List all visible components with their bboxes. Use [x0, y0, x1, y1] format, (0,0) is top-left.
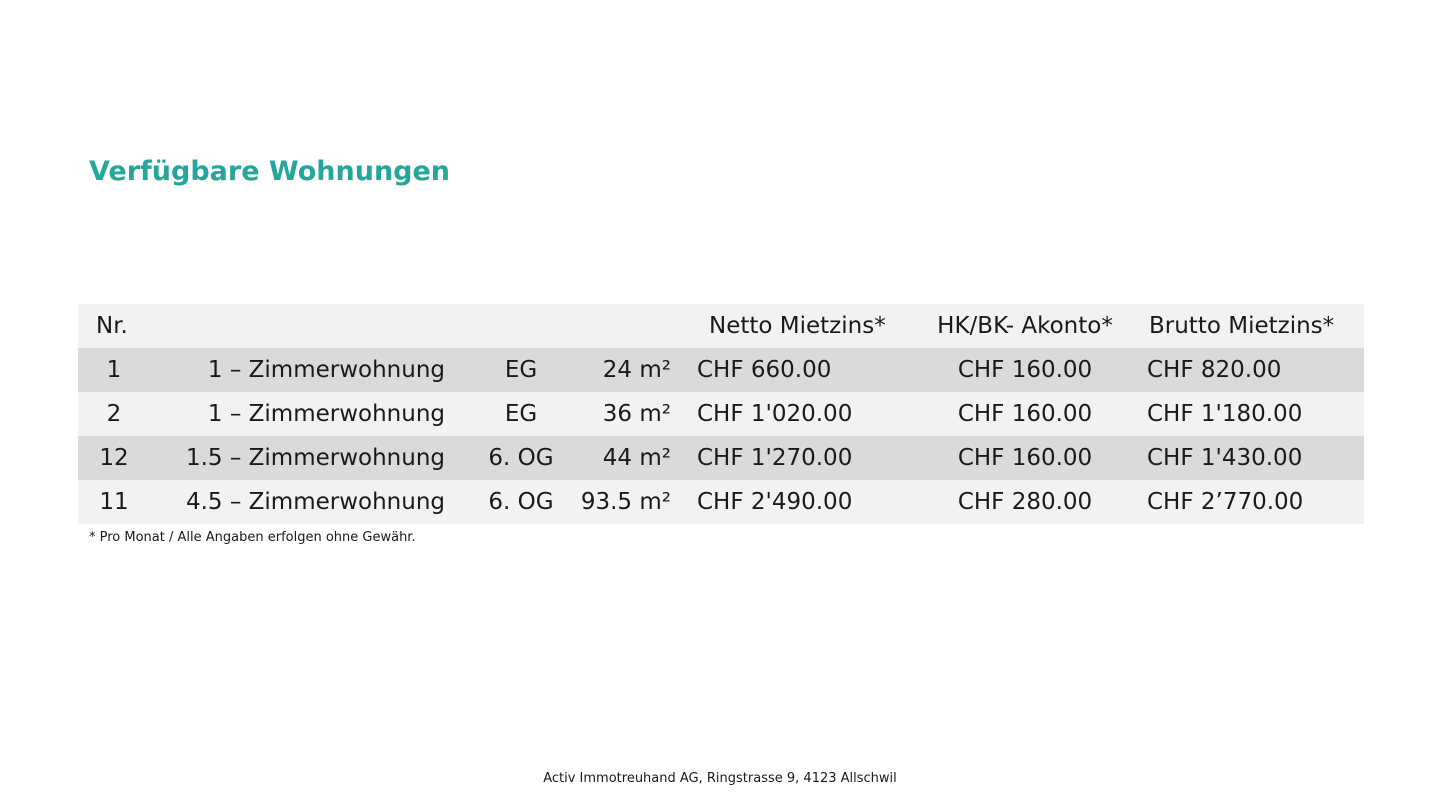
cell-area: 93.5 m²: [580, 489, 671, 515]
cell-nr: 12: [99, 445, 129, 471]
cell-hk-bk: CHF 160.00: [957, 445, 1093, 471]
table-row: [78, 436, 1364, 480]
column-header-floor: [465, 304, 577, 348]
column-header-type: [150, 304, 465, 348]
apartment-table: [78, 304, 1364, 524]
cell-apartment-type: 1 – Zimmerwohnung: [207, 357, 445, 383]
cell-hk-bk: CHF 160.00: [957, 401, 1093, 427]
page-title: Verfügbare Wohnungen: [89, 156, 451, 187]
cell-floor: EG: [504, 357, 538, 383]
cell-netto-rent: CHF 660.00: [697, 357, 832, 383]
cell-brutto-rent: CHF 1'180.00: [1147, 401, 1303, 427]
cell-brutto-rent: CHF 820.00: [1147, 357, 1282, 383]
cell-hk-bk: CHF 280.00: [957, 489, 1093, 515]
footnote: * Pro Monat / Alle Angaben erfolgen ohne Gewähr.: [89, 530, 416, 545]
cell-floor: 6. OG: [488, 445, 554, 471]
cell-netto-rent: CHF 1'270.00: [697, 445, 853, 471]
cell-nr: 2: [106, 401, 122, 427]
cell-apartment-type: 1.5 – Zimmerwohnung: [185, 445, 445, 471]
cell-area: 24 m²: [602, 357, 671, 383]
cell-apartment-type: 1 – Zimmerwohnung: [207, 401, 445, 427]
table-header-row: [78, 304, 1364, 348]
cell-floor: 6. OG: [488, 489, 554, 515]
table-row: [78, 480, 1364, 524]
cell-floor: EG: [504, 401, 538, 427]
column-header-nr: Nr.: [96, 313, 128, 339]
cell-netto-rent: CHF 2'490.00: [697, 489, 853, 515]
cell-netto-rent: CHF 1'020.00: [697, 401, 853, 427]
cell-nr: 11: [99, 489, 129, 515]
footer-address: Activ Immotreuhand AG, Ringstrasse 9, 4123 Allschwil: [543, 771, 897, 786]
table-row: [78, 348, 1364, 392]
cell-area: 36 m²: [602, 401, 671, 427]
cell-brutto-rent: CHF 1'430.00: [1147, 445, 1303, 471]
cell-area: 44 m²: [602, 445, 671, 471]
cell-brutto-rent: CHF 2’770.00: [1147, 489, 1304, 515]
table-row: [78, 392, 1364, 436]
cell-hk-bk: CHF 160.00: [957, 357, 1093, 383]
cell-apartment-type: 4.5 – Zimmerwohnung: [185, 489, 445, 515]
column-header-hk-bk: HK/BK- Akonto*: [937, 313, 1113, 339]
column-header-area: [577, 304, 681, 348]
cell-nr: 1: [106, 357, 122, 383]
column-header-brutto-rent: Brutto Mietzins*: [1149, 313, 1335, 339]
column-header-netto-rent: Netto Mietzins*: [709, 313, 886, 339]
